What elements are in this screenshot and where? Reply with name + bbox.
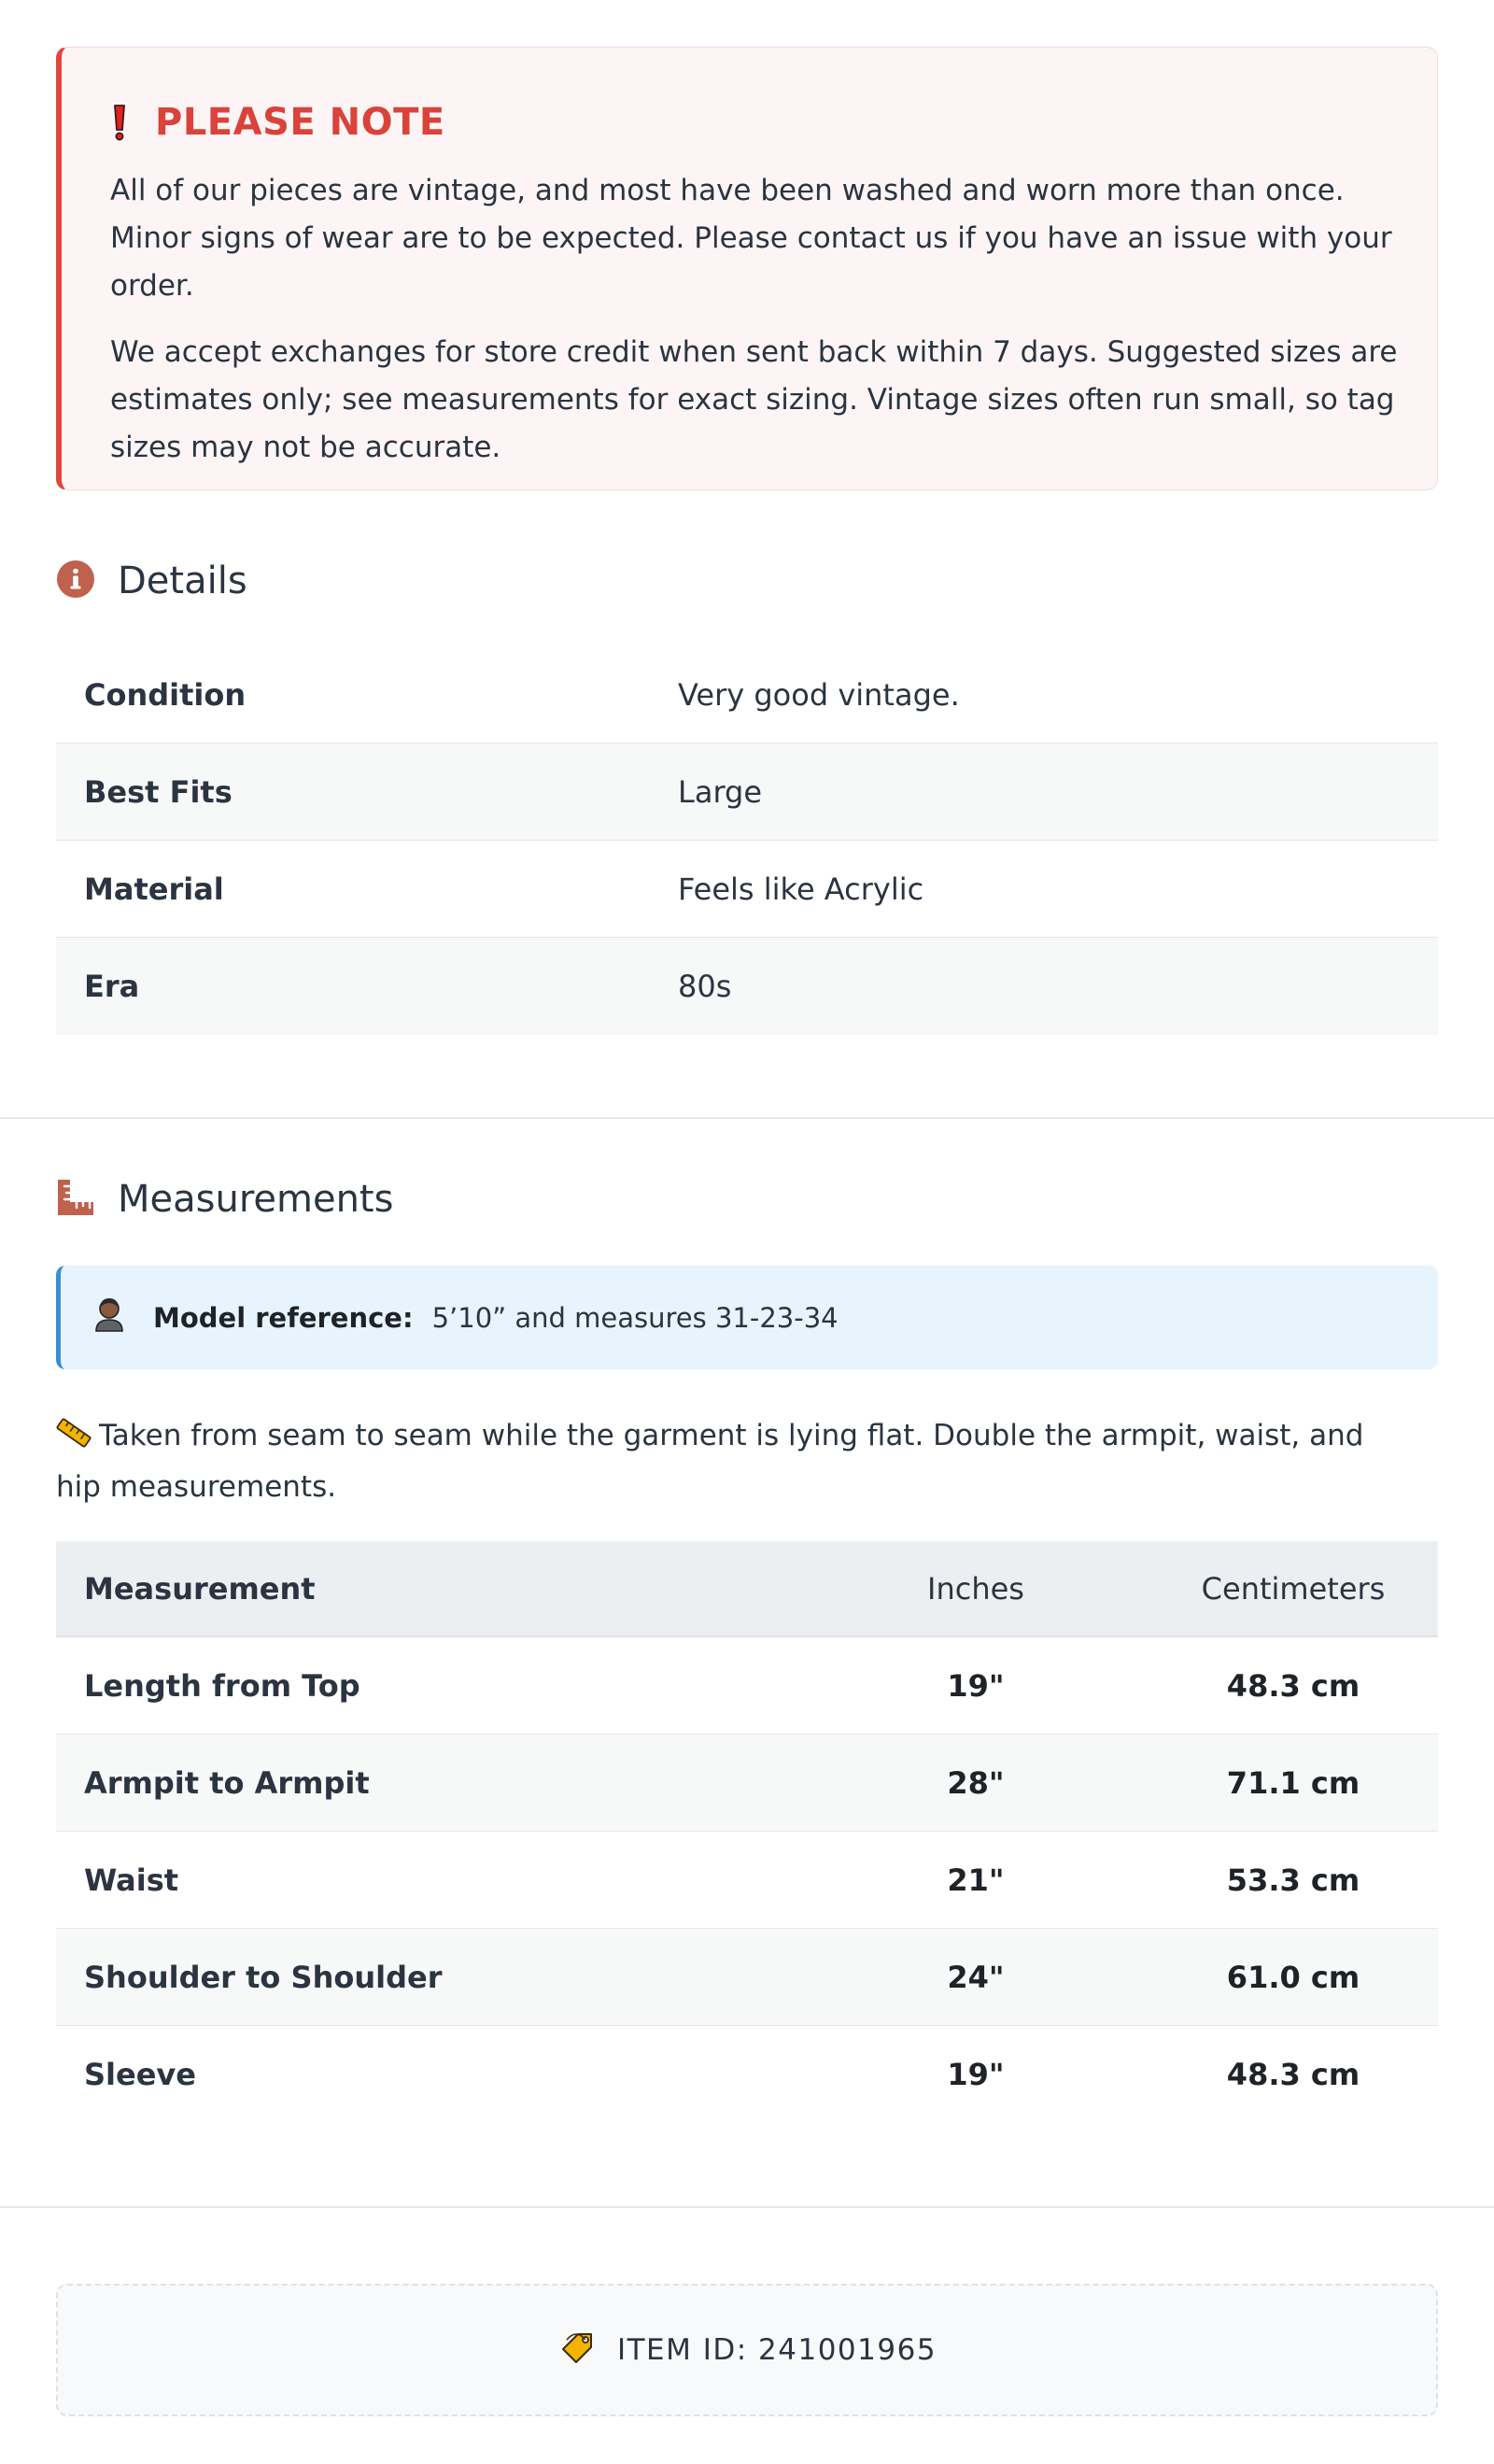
measurement-cm: 48.3 cm: [1226, 1667, 1360, 1704]
tag-icon: [557, 2329, 597, 2372]
measurement-cm: 61.0 cm: [1226, 1959, 1360, 1995]
header-inches: Inches: [927, 1570, 1024, 1607]
header-centimeters: Centimeters: [1201, 1570, 1386, 1607]
details-label: Material: [84, 871, 224, 907]
details-label: Era: [84, 969, 140, 1004]
details-heading: [56, 558, 247, 604]
person-icon: [93, 1296, 125, 1338]
ruler-pencil-icon: [56, 1416, 92, 1464]
notice-header: [110, 101, 1390, 144]
measurement-inches: 24": [947, 1959, 1005, 1995]
details-value: Feels like Acrylic: [678, 871, 924, 907]
measurement-cm: 48.3 cm: [1226, 2057, 1360, 2092]
measurement-name: Armpit to Armpit: [84, 1764, 370, 1801]
details-title: Details: [118, 559, 247, 602]
measurement-inches: 19": [947, 1667, 1005, 1704]
table-row: [56, 1929, 1438, 2026]
measurements-heading: [56, 1176, 393, 1223]
measurement-name: Sleeve: [84, 2057, 196, 2092]
table-row: [56, 1735, 1438, 1832]
info-icon: [56, 559, 95, 602]
table-row: [56, 1637, 1438, 1735]
details-value: Large: [678, 773, 763, 810]
details-row-best-fits: [56, 743, 1438, 841]
section-divider: [0, 2206, 1494, 2208]
header-measurement: Measurement: [84, 1570, 316, 1607]
model-reference-label: Model reference:: [153, 1301, 414, 1334]
details-row-material: [56, 841, 1438, 938]
details-label: Condition: [84, 676, 247, 713]
details-row-era: [56, 938, 1438, 1035]
measurement-name: Shoulder to Shoulder: [84, 1959, 443, 1995]
measurement-name: Waist: [84, 1862, 179, 1898]
measurement-inches: 28": [947, 1764, 1005, 1801]
model-reference-value: 5’10” and measures 31-23-34: [431, 1301, 839, 1334]
measurement-inches: 19": [947, 2057, 1005, 2092]
item-id-box: [56, 2284, 1438, 2416]
table-row: [56, 1832, 1438, 1929]
details-row-condition: [56, 646, 1438, 743]
details-table: [56, 646, 1438, 1035]
please-note-box: [56, 47, 1438, 490]
item-id: ITEM ID: 241001965: [616, 2333, 937, 2367]
model-reference-box: [56, 1266, 1438, 1369]
notice-paragraph-2: We accept exchanges for store credit when sent back within 7 days. Suggested sizes are estimates only; see measurements for exact sizing. Vintage sizes often run small, so tag sizes may not be accurate.: [110, 335, 1398, 464]
measurement-note-text: Taken from seam to seam while the garment is lying flat. Double the armpit, waist, and hip measurements.: [56, 1419, 1364, 1504]
measurement-name: Length from Top: [84, 1667, 360, 1704]
table-header-row: [56, 1541, 1438, 1637]
measurement-cm: 71.1 cm: [1226, 1764, 1360, 1801]
measurement-inches: 21": [947, 1862, 1005, 1898]
section-divider: [0, 1117, 1494, 1119]
exclamation-icon: [110, 104, 129, 141]
notice-paragraph-1: All of our pieces are vintage, and most have been washed and worn more than once. Minor signs of wear are to be expected. Please contact us if you have an issue with your order.: [110, 174, 1392, 303]
details-value: Very good vintage.: [678, 676, 960, 713]
measurement-cm: 53.3 cm: [1226, 1862, 1360, 1898]
notice-title: PLEASE NOTE: [155, 101, 445, 144]
details-value: 80s: [678, 969, 732, 1004]
measurements-title: Measurements: [118, 1178, 394, 1221]
measurement-note: [56, 1412, 1382, 1511]
measurements-table: [56, 1541, 1438, 2123]
details-label: Best Fits: [84, 773, 233, 810]
ruler-icon: [56, 1178, 95, 1221]
table-row: [56, 2026, 1438, 2123]
